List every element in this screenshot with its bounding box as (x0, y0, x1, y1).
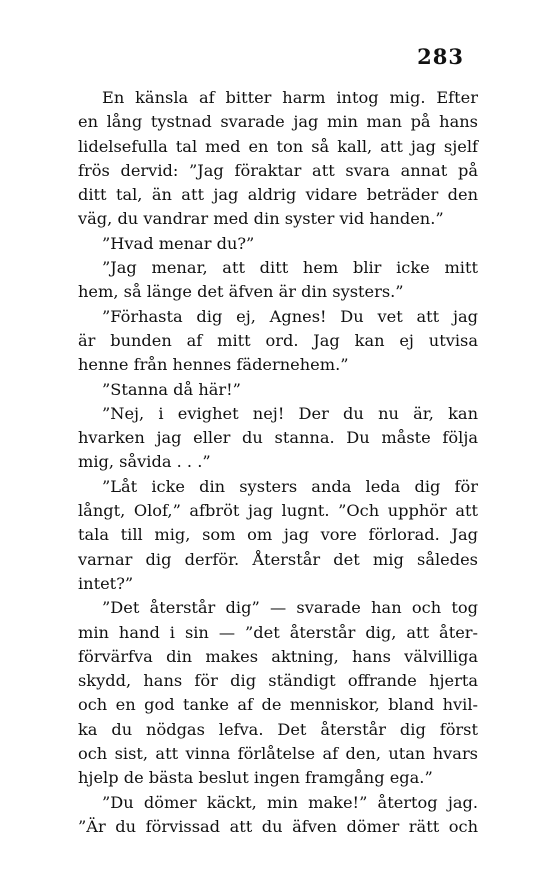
text-line: ”Nej, i evighet nej! Der du nu är, kan (102, 403, 478, 423)
text-line: intet?” (78, 573, 134, 593)
text-line: En känsla af bitter harm intog mig. Efter (102, 88, 478, 107)
text-line: är bunden af mitt ord. Jag kan ej utvisa (78, 330, 478, 350)
text-line: tala till mig, som om jag vore förlorad. Jag (78, 525, 478, 545)
body-text (78, 86, 478, 839)
text-line: och sist, att vinna förlåtelse af den, utan hvars (78, 744, 478, 764)
text-line: varnar dig derför. Återstår det mig således (78, 549, 478, 569)
text-line: en lång tystnad svarade jag min man på hans (78, 112, 478, 132)
text-line: ka du nödgas lefva. Det återstår dig först (78, 719, 478, 739)
text-line: ”Det återstår dig” — svarade han och tog (102, 598, 478, 618)
text-line: långt, Olof,” afbröt jag lugnt. ”Och upphör att (78, 501, 478, 521)
text-line: henne från hennes fädernehem.” (78, 355, 349, 375)
text-line: lidelsefulla tal med en ton så kall, att jag sjelf (78, 136, 478, 156)
text-line: förvärfva din makes aktning, hans välvilliga (78, 646, 478, 666)
text-line: hem, så länge det äfven är din systers.” (78, 282, 404, 302)
page-number: 283 (417, 44, 464, 69)
text-line: min hand i sin — ”det återstår dig, att åter- (78, 622, 478, 642)
text-line: ”Hvad menar du?” (102, 233, 255, 253)
text-line: mig, såvida . . .” (78, 452, 211, 472)
text-line: ”Jag menar, att ditt hem blir icke mitt (102, 258, 478, 278)
text-line: ”Stanna då här!” (102, 379, 241, 399)
text-line: ”Förhasta dig ej, Agnes! Du vet att jag (102, 306, 478, 326)
text-line: ”Låt icke din systers anda leda dig för (102, 476, 478, 496)
text-line: ”Du dömer käckt, min make!” återtog jag. (102, 792, 478, 812)
text-line: och en god tanke af de menniskor, bland hvil- (78, 695, 478, 715)
text-line: hvarken jag eller du stanna. Du måste följa (78, 428, 478, 448)
text-line: väg, du vandrar med din syster vid handen.” (78, 209, 444, 229)
text-line: ”Är du förvissad att du äfven dömer rätt och (78, 816, 478, 836)
text-line: hjelp de bästa beslut ingen framgång ega.” (78, 768, 433, 788)
text-line: frös dervid: ”Jag föraktar att svara annat på (78, 160, 478, 180)
text-line: ditt tal, än att jag aldrig vidare beträder den (78, 185, 478, 205)
text-line: skydd, hans för dig ständigt offrande hjerta (78, 671, 478, 691)
